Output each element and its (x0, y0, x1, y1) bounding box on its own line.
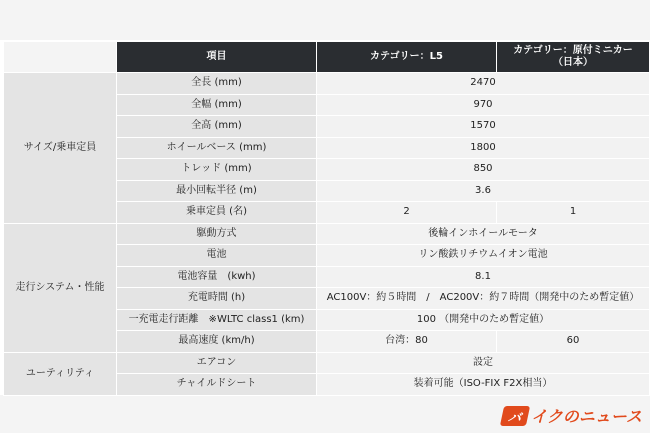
header-corner (4, 42, 117, 73)
header-l5: カテゴリー：L5 (317, 42, 497, 73)
header-minicar-line2: （日本） (553, 57, 593, 68)
header-item: 項目 (117, 42, 317, 73)
group-drive: 走行システム・性能 (4, 223, 117, 352)
table-row (4, 73, 650, 95)
row-label: 全幅 (mm) (117, 94, 317, 116)
row-value: 後輪インホイールモータ (317, 223, 650, 245)
group-size: サイズ/乗車定員 (4, 73, 117, 224)
row-value: 3.6 (317, 180, 650, 202)
row-label: 充電時間 (h) (117, 288, 317, 310)
table-row (4, 352, 650, 374)
row-label: 最小回転半径 (m) (117, 180, 317, 202)
row-label: 全長 (mm) (117, 73, 317, 95)
row-label: 一充電走行距離 ※WLTC class1 (km) (117, 309, 317, 331)
row-value: 970 (317, 94, 650, 116)
header-minicar (497, 42, 650, 73)
spec-table-panel (0, 40, 650, 395)
row-value: リン酸鉄リチウムイオン電池 (317, 245, 650, 267)
logo-text: イクのニュース (531, 407, 642, 426)
spec-table (3, 41, 650, 396)
row-label: 電池容量 (kwh) (117, 266, 317, 288)
row-value-l5: 台湾：80 (317, 331, 497, 353)
row-label: チャイルドシート (117, 374, 317, 396)
group-utility: ユーティリティ (4, 352, 117, 395)
row-value: 2470 (317, 73, 650, 95)
row-value-minicar: 60 (497, 331, 650, 353)
header-minicar-line1: カテゴリー：原付ミニカー (513, 45, 633, 56)
logo-mark-icon: バ (500, 406, 530, 426)
row-value: 850 (317, 159, 650, 181)
row-value: 1800 (317, 137, 650, 159)
row-label: ホイールベース (mm) (117, 137, 317, 159)
row-label: 最高速度 (km/h) (117, 331, 317, 353)
row-value: AC100V：約５時間 / AC200V：約７時間（開発中のため暫定値） (317, 288, 650, 310)
row-label: 駆動方式 (117, 223, 317, 245)
row-label: トレッド (mm) (117, 159, 317, 181)
site-logo (502, 404, 642, 427)
row-label: エアコン (117, 352, 317, 374)
row-value: 設定 (317, 352, 650, 374)
row-value: 装着可能（ISO-FIX F2X相当） (317, 374, 650, 396)
table-row (4, 223, 650, 245)
header-row (4, 42, 650, 73)
row-label: 乗車定員 (名) (117, 202, 317, 224)
row-value: 1570 (317, 116, 650, 138)
row-label: 電池 (117, 245, 317, 267)
row-value: 100 （開発中のため暫定値） (317, 309, 650, 331)
row-value-minicar: 1 (497, 202, 650, 224)
row-value-l5: 2 (317, 202, 497, 224)
row-label: 全高 (mm) (117, 116, 317, 138)
row-value: 8.1 (317, 266, 650, 288)
